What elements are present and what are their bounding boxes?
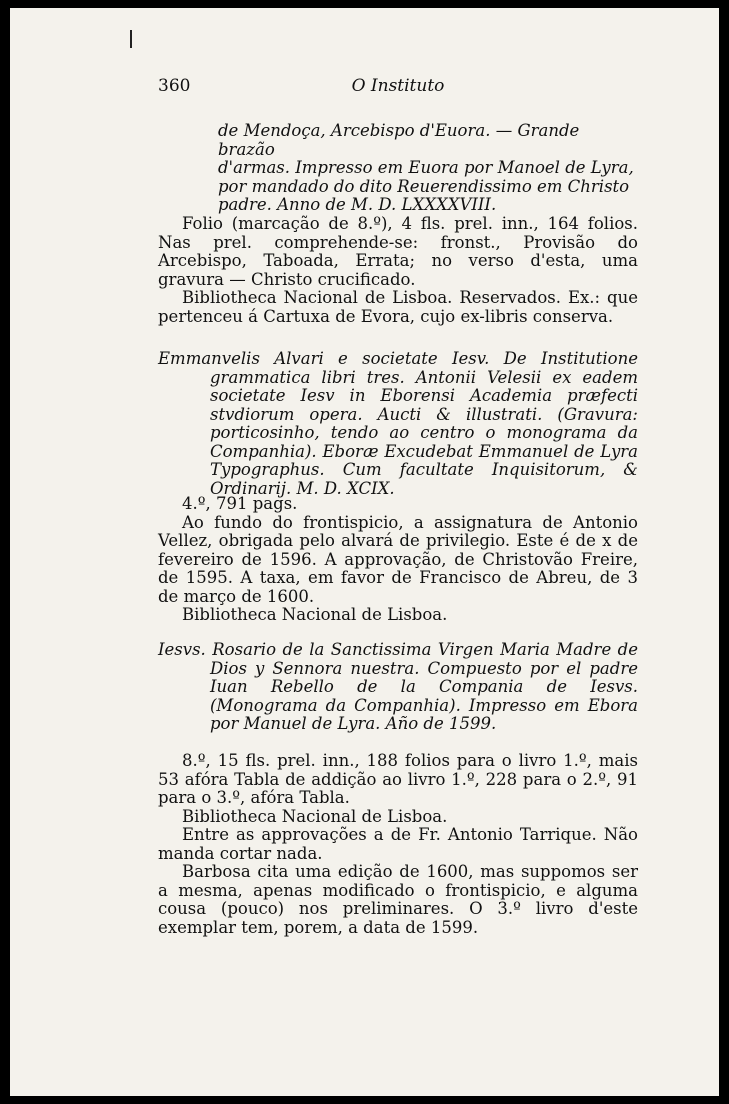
entry2-location: Bibliotheca Nacional de Lisboa. [182,605,448,624]
entry2-notes [158,495,638,625]
running-title: O Instituto [351,76,445,96]
page-number: 360 [158,76,191,96]
entry3-approval: Entre as approvações a de Fr. Antonio Tarrique. Não manda cortar nada. [158,825,638,863]
entry1-title-line: por mandado do dito Reuerendissimo em Christo [218,176,630,196]
entry2-title-text: Emmanvelis Alvari e societate Iesv. De Institutione grammatica libri tres. Antonii Velesii ex eadem societate Iesv in Eborensi Academia præfecti stvdiorum opera. Aucti & illustrati. (Gravura: porticosinho, tendo ao centro o monograma da Companhia). Eboræ Excudebat Emmanuel de Lyra Typographus. Cum facultate Inquisitorum, & Ordinarij. M. D. XCIX. [158,349,638,498]
entry1-location: Bibliotheca Nacional de Lisboa. Reservados. Ex.: que pertenceu á Cartuxa de Evora, cujo ex-libris conserva. [158,288,638,326]
entry3-title-text: Iesvs. Rosario de la Sanctissima Virgen Maria Madre de Dios y Sennora nuestra. Compuesto por el padre Iuan Rebello de la Compania de Iesvs. (Monograma da Companhia). Impresso em Ebora por Manuel de Lyra. Año de 1599. [158,640,638,733]
entry2-collation: 4.º, 791 pags. [182,494,298,513]
entry3-notes [158,752,638,937]
entry1-notes [158,215,638,326]
entry1-title-line: padre. Anno de M. D. LXXXXVIII. [218,195,497,214]
entry3-title [158,641,638,734]
entry1-collation: Folio (marcação de 8.º), 4 fls. prel. inn., 164 folios. Nas prel. comprehende-se: fronst., Provisão do Arcebispo, Taboada, Errata; no verso d'esta, uma gravura — Christo crucificado. [158,214,638,289]
margin-mark [130,30,132,48]
entry2-description: Ao fundo do frontispicio, a assignatura de Antonio Vellez, obrigada pelo alvará de privilegio. Este é de x de fevereiro de 1596. A approvação, de Christovão Freire, de 1595. A taxa, em favor de Francisco de Abreu, de 3 de março de 1600. [158,512,638,606]
entry3-remark: Barbosa cita uma edição de 1600, mas suppomos ser a mesma, apenas modificado o frontispicio, e alguma cousa (pouco) nos preliminares. O 3.º livro d'este exemplar tem, porem, a data de 1599. [158,862,638,937]
entry3-location: Bibliotheca Nacional de Lisboa. [182,806,448,826]
entry1-title-line: d'armas. Impresso em Euora por Manoel de Lyra, [218,158,634,177]
book-page [10,8,719,1096]
entry3-collation: 8.º, 15 fls. prel. inn., 188 folios para o livro 1.º, mais 53 afóra Tabla de addição ao livro 1.º, 228 para o 2.º, 91 para o 3.º, afóra Tabla. [158,751,638,807]
entry1-title [218,122,638,215]
entry2-title [158,350,638,498]
entry1-title-line: de Mendoça, Arcebispo d'Euora. — Grande brazão [218,121,580,159]
